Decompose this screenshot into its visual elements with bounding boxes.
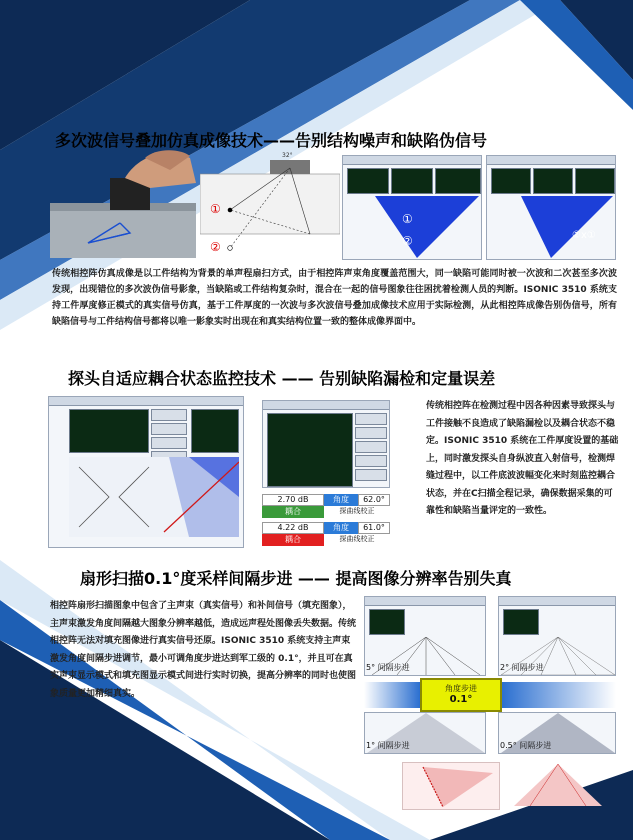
diagram-label-one: ①	[210, 202, 221, 216]
coupling-check-1[interactable]: 探曲线校正	[339, 507, 375, 515]
section3-body: 相控阵扇形扫描图象中包含了主声束（真实信号）和补间信号（填充图象），主声束激发角度间隔越大图象分辨率越低，造成远声程处图像丢失数据。传统相控阵无法对填充图像进行真实信号还原。ISONIC 3510 系统支持主声束激发角度间隔步进调节，最小可调角度步进达到军工级的 0.1°，并且可在真实声束显示模式和填充图显示模式间进行实时切换，提高分辨率的同时也使图象质量更加精细真实。	[50, 601, 357, 699]
coupling-db-2: 4.22 dB	[262, 522, 324, 534]
screen-coupling-scope	[262, 400, 390, 488]
coupling-angle-label-1: 角度	[324, 494, 358, 506]
angle-step-label: 角度步进	[445, 684, 477, 693]
diagram-label-two: ②	[210, 240, 221, 254]
section2-body: 传统相控阵在检测过程中因各种因素导致探头与工件接触不良造成了缺陷漏检以及耦合状态不稳定。ISONIC 3510 系统在工件厚度设置的基础上，同时激发探头自身纵波直入射信号，检测焊缝过程中，以工件底波波幅变化来时刻监控耦合状态，并在C扫描全程记录，确保数据采集的可靠性和缺陷当量评定的一致性。	[426, 401, 619, 516]
screen2-label-overlay: ②x①	[572, 230, 596, 241]
sector-image-left	[402, 762, 500, 810]
screen1-label-one: ①	[402, 212, 413, 226]
probe-photo	[50, 148, 196, 258]
section2-title: 探头自适应耦合状态监控技术 —— 告别缺陷漏检和定量误差	[68, 369, 496, 388]
step-arrow-left	[364, 682, 420, 708]
section1-body: 传统相控阵仿真成像是以工件结构为背景的单声程扇扫方式，由于相控阵声束角度覆盖范围大，同一缺陷可能同时被一次波和二次甚至多次波发现，出现错位的多次波伪信号影象，当缺陷或工件结构复杂时，混合在一起的信号图象往往困扰着检测人员的判断。ISONIC 3510 系统支持工件厚度修正模式的真实信号仿真，基于工件厚度的一次波与多次波信号叠加成像技术应用于实际检测，从此相控阵成像告别伪信号，所有缺陷信号与工件结构信号都将以唯一影象实时出现在和真实结构位置一致的整体成像界面中。	[52, 269, 617, 327]
section1-title: 多次波信号叠加仿真成像技术——告别结构噪声和缺陷伪信号	[55, 131, 488, 150]
coupling-angle-2: 61.0°	[358, 522, 390, 534]
step-05-label: 0.5° 间隔步进	[500, 741, 552, 750]
coupling-db-1: 2.70 dB	[262, 494, 324, 506]
coupling-status-1: 耦合	[262, 506, 324, 518]
step-5-label: 5° 间隔步进	[366, 663, 410, 672]
coupling-angle-label-2: 角度	[324, 522, 358, 534]
coupling-row-1	[262, 494, 390, 518]
screen1-label-two: ②	[402, 234, 413, 248]
step-arrow-right	[502, 682, 616, 708]
diagram-label-angle: 32°	[282, 152, 293, 159]
reflection-diagram	[200, 150, 340, 260]
coupling-status-2: 耦合	[262, 534, 324, 546]
screen-multiwave-2	[486, 155, 616, 260]
sector-image-right	[510, 762, 606, 808]
step-2-label: 2° 间隔步进	[500, 663, 544, 672]
screen-coupling-main	[48, 396, 244, 548]
angle-step-box	[420, 678, 502, 712]
coupling-row-2	[262, 522, 390, 546]
coupling-check-2[interactable]: 探曲线校正	[339, 535, 375, 543]
step-1-label: 1° 间隔步进	[366, 741, 410, 750]
coupling-angle-1: 62.0°	[358, 494, 390, 506]
angle-step-value: 0.1°	[449, 694, 473, 705]
section3-title: 扇形扫描0.1°度采样间隔步进 —— 提高图像分辨率告别失真	[80, 569, 512, 588]
